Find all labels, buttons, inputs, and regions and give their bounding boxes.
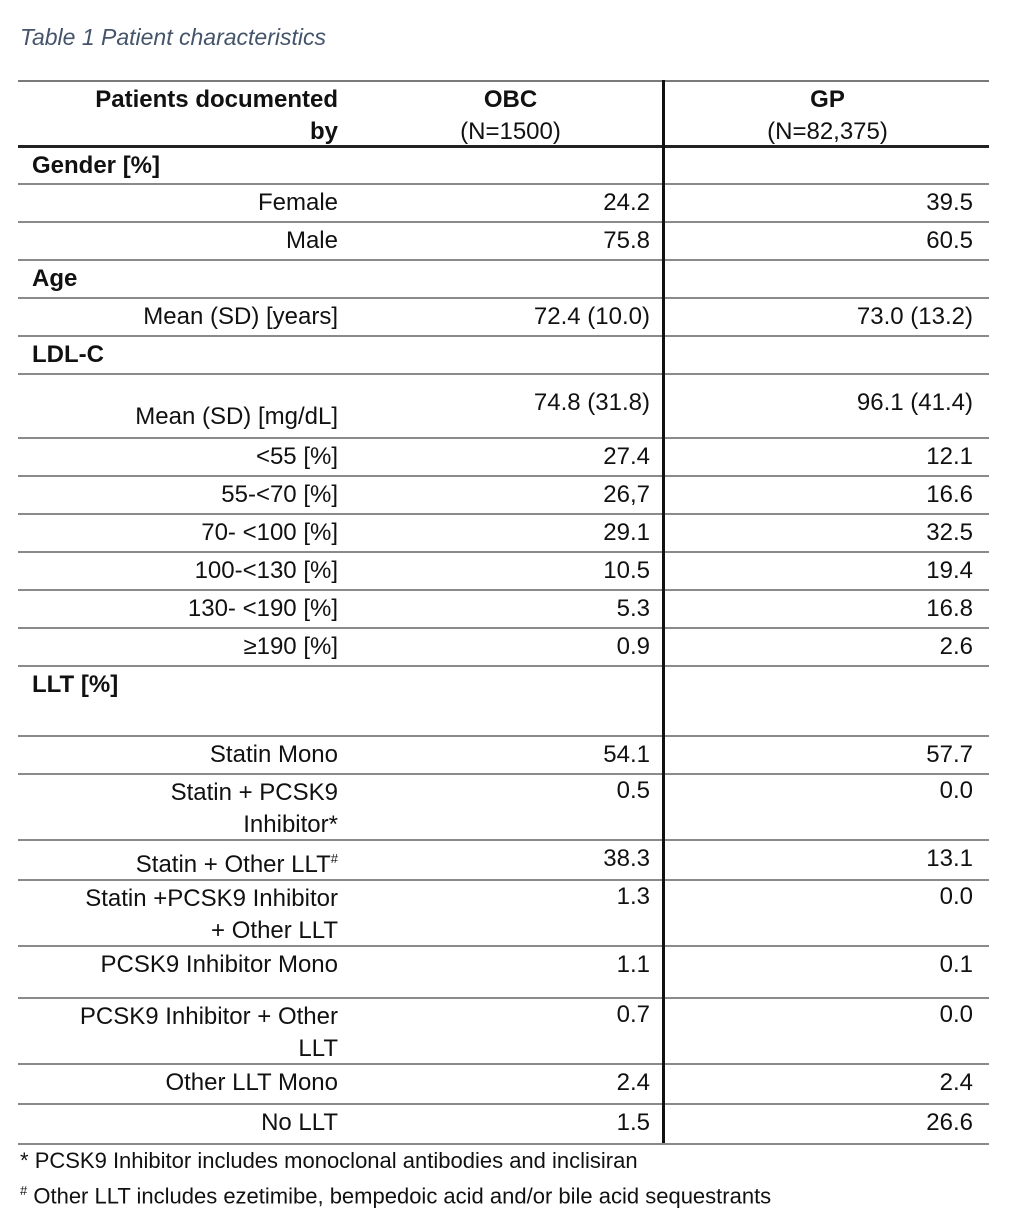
obc-value: 1.5 [616, 1109, 650, 1136]
table-row [18, 591, 989, 629]
footnote-2-mark: # [20, 1183, 28, 1198]
table-row [18, 553, 989, 591]
obc-value: 38.3 [603, 845, 650, 872]
gp-value: 16.6 [926, 481, 973, 508]
obc-value: 0.5 [616, 777, 650, 804]
footnote-1 [20, 1148, 638, 1174]
row-label-line1 [18, 843, 338, 881]
row-label [18, 949, 338, 981]
gp-value: 19.4 [926, 557, 973, 584]
row-label-line1: Male [285, 227, 338, 254]
table-row [18, 299, 989, 337]
gp-value: 0.0 [939, 1001, 973, 1028]
table-caption: Table 1 Patient characteristics [20, 24, 326, 50]
gp-value: 2.6 [939, 633, 973, 660]
row-label-line1: 100-<130 [%] [194, 557, 338, 584]
row-label-line1: Female [257, 189, 338, 216]
gp-value: 12.1 [926, 443, 973, 470]
table-row [18, 881, 989, 947]
obc-value: 29.1 [603, 519, 650, 546]
section-label [32, 263, 352, 295]
footnote-2-text: Other LLT includes ezetimibe, bempedoic acid and/or bile acid sequestrants [33, 1183, 772, 1209]
header-col3 [666, 84, 989, 148]
obc-value: 54.1 [603, 741, 650, 768]
row-label [18, 441, 338, 473]
row-label-line1: 55-<70 [%] [221, 481, 338, 508]
table-row [18, 737, 989, 775]
table-row [18, 775, 989, 841]
table-row [18, 515, 989, 553]
table-row [18, 439, 989, 477]
obc-value: 2.4 [616, 1069, 650, 1096]
section-label [32, 669, 352, 701]
row-label-line1: LDL-C [32, 341, 104, 368]
gp-value: 60.5 [926, 227, 973, 254]
row-label-line1: Age [32, 265, 78, 292]
row-label-line1: No LLT [261, 1109, 338, 1136]
gp-value: 2.4 [939, 1069, 973, 1096]
row-label-line1: LLT [%] [32, 671, 119, 698]
header-col1-line1: Patients documented [95, 86, 338, 113]
row-label-line2: Inhibitor* [243, 811, 338, 838]
table-row [18, 841, 989, 881]
row-label-line1: Mean (SD) [mg/dL] [135, 403, 338, 430]
row-label [18, 883, 338, 947]
row-label [18, 301, 338, 333]
obc-value: 72.4 (10.0) [533, 303, 650, 330]
gp-value: 0.1 [939, 951, 973, 978]
row-label-line1: Other LLT Mono [165, 1069, 338, 1096]
table-row [18, 947, 989, 999]
row-label [18, 1067, 338, 1099]
gp-value: 0.0 [939, 777, 973, 804]
patient-characteristics-table [18, 80, 989, 1145]
header-col1 [18, 84, 338, 148]
table-header-row [18, 82, 989, 148]
row-label [18, 593, 338, 625]
obc-value: 1.3 [616, 883, 650, 910]
gp-value: 13.1 [926, 845, 973, 872]
footnote-mark: # [330, 851, 338, 866]
table-row [18, 185, 989, 223]
row-label-line1: 130- <190 [%] [187, 595, 338, 622]
header-col1-line2: by [309, 118, 338, 145]
row-label-line1: Statin Mono [209, 741, 338, 768]
section-row [18, 148, 989, 185]
obc-value: 26,7 [603, 481, 650, 508]
row-label [18, 225, 338, 257]
row-label-line1: Statin + PCSK9 [170, 779, 338, 806]
gp-value: 96.1 (41.4) [856, 389, 973, 416]
obc-value: 24.2 [603, 189, 650, 216]
row-label-text: Statin + Other LLT [135, 851, 331, 878]
footnote-1-text: PCSK9 Inhibitor includes monoclonal antibodies and inclisiran [34, 1148, 638, 1173]
footnote-1-mark: * [20, 1148, 29, 1173]
row-label-line1: Gender [%] [32, 152, 161, 179]
obc-value: 5.3 [616, 595, 650, 622]
gp-value: 39.5 [926, 189, 973, 216]
row-label-line2: LLT [298, 1035, 338, 1062]
obc-value: 10.5 [603, 557, 650, 584]
section-row [18, 261, 989, 299]
gp-value: 32.5 [926, 519, 973, 546]
header-gp-sub: (N=82,375) [767, 118, 888, 145]
section-row [18, 667, 989, 737]
footnote-2 [20, 1183, 771, 1209]
table-row [18, 1105, 989, 1145]
row-label [18, 777, 338, 841]
row-label [18, 401, 338, 433]
table-row [18, 1065, 989, 1105]
gp-value: 16.8 [926, 595, 973, 622]
obc-value: 0.9 [616, 633, 650, 660]
row-label-line1: PCSK9 Inhibitor Mono [100, 951, 338, 978]
row-label [18, 843, 338, 881]
header-obc-sub: (N=1500) [460, 118, 561, 145]
table-row [18, 477, 989, 515]
table-row [18, 223, 989, 261]
header-gp-title: GP [810, 86, 845, 113]
section-row [18, 337, 989, 375]
row-label [18, 517, 338, 549]
gp-value: 26.6 [926, 1109, 973, 1136]
table-row [18, 999, 989, 1065]
header-obc-title: OBC [483, 86, 538, 113]
row-label [18, 739, 338, 771]
row-label-line1: 70- <100 [%] [201, 519, 338, 546]
gp-value: 73.0 (13.2) [856, 303, 973, 330]
row-label [18, 1107, 338, 1139]
section-label [32, 150, 352, 182]
row-label [18, 555, 338, 587]
row-label-line2: + Other LLT [211, 917, 338, 944]
row-label [18, 1001, 338, 1065]
row-label [18, 479, 338, 511]
row-label-line1: Mean (SD) [years] [143, 303, 338, 330]
row-label [18, 187, 338, 219]
gp-value: 57.7 [926, 741, 973, 768]
gp-value: 0.0 [939, 883, 973, 910]
obc-value: 1.1 [616, 951, 650, 978]
row-label-line1: Statin +PCSK9 Inhibitor [85, 885, 338, 912]
table-row [18, 375, 989, 439]
obc-value: 0.7 [616, 1001, 650, 1028]
header-col2 [358, 84, 663, 148]
row-label-line1: PCSK9 Inhibitor + Other [79, 1003, 338, 1030]
column-divider [662, 80, 665, 1143]
row-label-line1: ≥190 [%] [243, 633, 338, 660]
obc-value: 74.8 (31.8) [533, 389, 650, 416]
table-row [18, 629, 989, 667]
row-label [18, 631, 338, 663]
obc-value: 27.4 [603, 443, 650, 470]
table-body [18, 148, 989, 1145]
section-label [32, 339, 352, 371]
obc-value: 75.8 [603, 227, 650, 254]
row-label-line1: <55 [%] [255, 443, 338, 470]
